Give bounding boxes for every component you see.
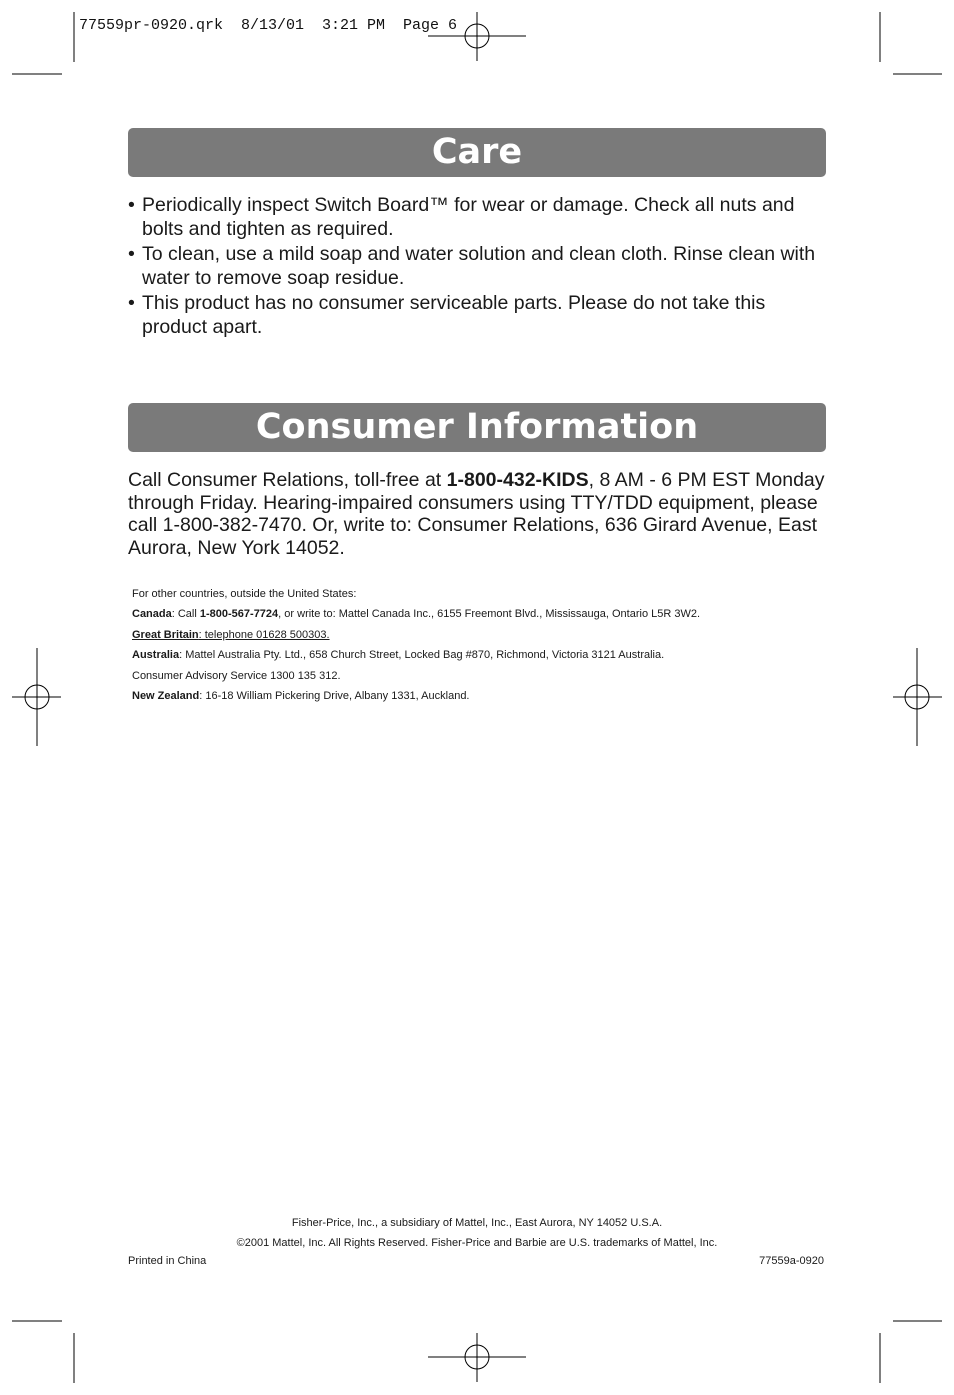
international-contacts	[132, 584, 832, 706]
footer-copyright: ©2001 Mattel, Inc. All Rights Reserved. Fisher-Price and Barbie are U.S. trademarks of Mattel, Inc.	[236, 1237, 718, 1249]
list-item: • Periodically inspect Switch Board™ for wear or damage. Check all nuts and bolts and tighten as required.	[128, 194, 795, 240]
australia-contact: Australia: Mattel Australia Pty. Ltd., 658 Church Street, Locked Bag #870, Richmond, Victoria 3121 Australia.	[132, 649, 665, 662]
print-slug: 77559pr-0920.qrk 8/13/01 3:21 PM Page 6	[79, 17, 458, 34]
care-item-text: To clean, use a mild soap and water solution and clean cloth. Rinse clean with water to remove soap residue.	[142, 243, 816, 289]
consumer-relations-paragraph: Call Consumer Relations, toll-free at 1-800-432-KIDS, 8 AM - 6 PM EST Monday through Friday. Hearing-impaired consumers using TTY/TDD equipment, please call 1-800-382-7470. Or, write to: Consumer Relations, 636 Girard Avenue, East Aurora, New York 14052.	[128, 469, 825, 559]
list-item: • This product has no consumer serviceable parts. Please do not take this product apart.	[128, 292, 766, 338]
footer-product-code: 77559a-0920	[759, 1255, 824, 1267]
care-item-text: Periodically inspect Switch Board™ for wear or damage. Check all nuts and bolts and tighten as required.	[142, 194, 795, 240]
registration-target-left	[12, 648, 61, 746]
footer-printed-in: Printed in China	[128, 1255, 207, 1267]
registration-target-right	[893, 648, 942, 746]
intl-intro: For other countries, outside the United States:	[132, 588, 357, 600]
great-britain-contact: Great Britain: telephone 01628 500303.	[132, 628, 330, 641]
list-item: • To clean, use a mild soap and water solution and clean cloth. Rinse clean with water to remove soap residue.	[128, 243, 816, 289]
care-item-text: This product has no consumer serviceable parts. Please do not take this product apart.	[142, 292, 766, 338]
registration-target-top	[428, 12, 526, 61]
registration-target-bottom	[428, 1333, 526, 1382]
consumer-information-heading: Consumer Information	[128, 403, 826, 452]
canada-contact: Canada: Call 1-800-567-7724, or write to: Mattel Canada Inc., 6155 Freemont Blvd., Mississauga, Ontario L5R 3W2.	[132, 608, 701, 621]
footer-company: Fisher-Price, Inc., a subsidiary of Mattel, Inc., East Aurora, NY 14052 U.S.A.	[291, 1217, 663, 1229]
care-list	[128, 194, 828, 341]
toll-free-number: 1-800-432-KIDS	[446, 469, 589, 491]
new-zealand-contact: New Zealand: 16-18 William Pickering Drive, Albany 1331, Auckland.	[132, 690, 470, 703]
australia-service: Consumer Advisory Service 1300 135 312.	[132, 669, 341, 682]
care-heading: Care	[128, 128, 826, 177]
